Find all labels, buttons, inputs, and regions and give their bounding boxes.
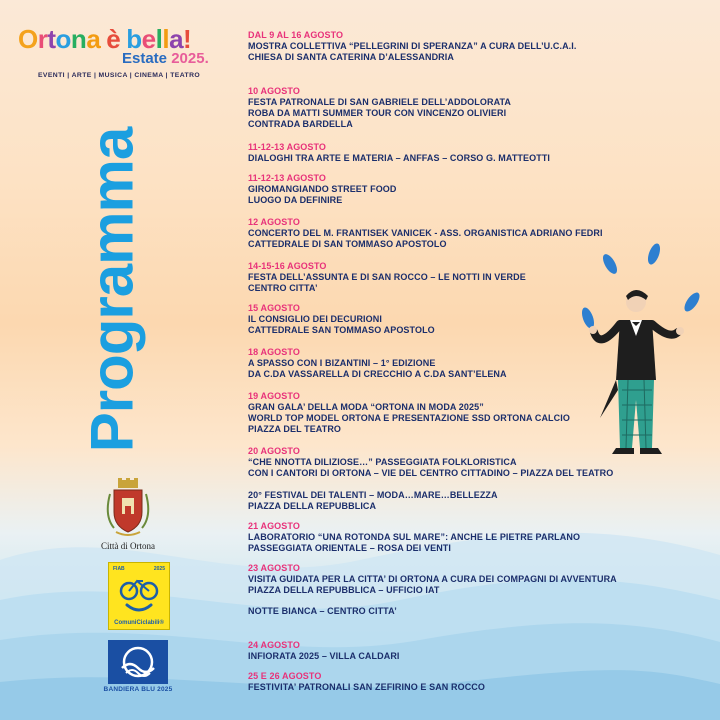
logo-letter: t [47, 24, 56, 54]
event-date: DAL 9 AL 16 AGOSTO [248, 30, 344, 40]
event-detail-line: CATTEDRALE SAN TOMMASO APOSTOLO [248, 325, 435, 335]
logo-letter: n [70, 24, 87, 54]
event-detail-line: CONTRADA BARDELLA [248, 119, 353, 129]
event-detail-line: PIAZZA DEL TEATRO [248, 424, 342, 434]
blue-flag-icon [108, 640, 168, 684]
event-detail-line: ROBA DA MATTI SUMMER TOUR CON VINCENZO OLIVIERI [248, 108, 507, 118]
event-item [248, 446, 613, 479]
event-detail-line: LUOGO DA DEFINIRE [248, 195, 343, 205]
event-detail-line: CATTEDRALE DI SAN TOMMASO APOSTOLO [248, 239, 447, 249]
programma-text: Programma [78, 127, 146, 453]
event-detail-line: CENTRO CITTA’ [248, 283, 318, 293]
event-detail-line: CON I CANTORI DI ORTONA – VIE DEL CENTRO CITTADINO – PIAZZA DEL TEATRO [248, 468, 614, 478]
blue-flag-label: BANDIERA BLU 2025 [103, 686, 173, 693]
event-item [248, 563, 617, 596]
logo-letter: l [155, 24, 163, 54]
event-detail-line: DIALOGHI TRA ARTE E MATERIA – ANFFAS – CORSO G. MATTEOTTI [248, 153, 551, 163]
event-detail-line: GRAN GALA’ DELLA MODA “ORTONA IN MODA 2025” [248, 402, 484, 412]
event-date: 21 AGOSTO [248, 521, 300, 531]
logo-letter: O [18, 24, 38, 54]
event-detail-line: PIAZZA DELLA REPUBBLICA – UFFICIO IAT [248, 585, 440, 595]
event-date: 25 E 26 AGOSTO [248, 671, 322, 681]
event-detail-line: WORLD TOP MODEL ORTONA E PRESENTAZIONE SSD ORTONA CALCIO [248, 413, 570, 423]
event-item [248, 261, 526, 294]
logo-letter: l [162, 24, 170, 54]
event-detail-line: CHIESA DI SANTA CATERINA D’ALESSANDRIA [248, 52, 454, 62]
event-item [248, 142, 550, 164]
logo-letter: ! [183, 24, 192, 54]
event-detail-line: IL CONSIGLIO DEI DECURIONI [248, 314, 382, 324]
fiab-label: ComuniCiclabili® [114, 620, 164, 626]
blue-flag-badge [108, 640, 168, 684]
event-detail-line: CONCERTO DEL M. FRANTISEK VANICEK - ASS. ORGANISTICA ADRIANO FEDRI [248, 228, 603, 238]
fiab-left-label: FIAB [113, 566, 125, 572]
logo-letter: b [126, 24, 142, 54]
logo-letter: r [37, 24, 48, 54]
logo-letter: è [106, 24, 121, 54]
event-item [248, 671, 485, 693]
event-date: 15 AGOSTO [248, 303, 300, 313]
event-date: 11-12-13 AGOSTO [248, 173, 327, 183]
event-date: 12 AGOSTO [248, 217, 300, 227]
event-item [248, 640, 400, 662]
event-detail-line: PIAZZA DELLA REPUBBLICA [248, 501, 377, 511]
event-date: 11-12-13 AGOSTO [248, 142, 327, 152]
event-item [248, 606, 397, 617]
event-detail-line: INFIORATA 2025 – VILLA CALDARI [248, 651, 400, 661]
logo-letter: a [169, 24, 184, 54]
event-detail-line: FESTA DELL’ASSUNTA E DI SAN ROCCO – LE NOTTI IN VERDE [248, 272, 526, 282]
juggling-club-icon [580, 242, 703, 330]
event-detail-line: GIROMANGIANDO STREET FOOD [248, 184, 397, 194]
event-detail-line: NOTTE BIANCA – CENTRO CITTA’ [248, 606, 397, 616]
event-item [248, 30, 576, 63]
event-item [248, 217, 603, 250]
logo-subtitle [122, 50, 209, 67]
event-item [248, 391, 570, 435]
festival-logo [18, 24, 230, 79]
event-detail-line: PASSEGGIATA ORIENTALE – ROSA DEI VENTI [248, 543, 451, 553]
city-crest-icon [100, 476, 156, 540]
logo-letter: e [141, 24, 156, 54]
logo-subtitle-text: Estate [122, 50, 168, 67]
juggler-illustration [560, 240, 720, 460]
city-label: Città di Ortona [101, 541, 155, 551]
event-date: 18 AGOSTO [248, 347, 300, 357]
event-date: 19 AGOSTO [248, 391, 300, 401]
event-detail-line: MOSTRA COLLETTIVA “PELLEGRINI DI SPERANZA” A CURA DELL’U.C.A.I. [248, 41, 577, 51]
logo-year: 2025. [171, 50, 209, 67]
event-item [248, 86, 511, 130]
logo-letter: o [55, 24, 71, 54]
fiab-badge [108, 562, 170, 630]
logo-tagline: EVENTI | ARTE | MUSICA | CINEMA | TEATRO [38, 72, 201, 79]
event-date: 24 AGOSTO [248, 640, 300, 650]
event-detail-line: VISITA GUIDATA PER LA CITTA’ DI ORTONA A CURA DEI COMPAGNI DI AVVENTURA [248, 574, 617, 584]
event-detail-line: LABORATORIO “UNA ROTONDA SUL MARE”: ANCHE LE PIETRE PARLANO [248, 532, 581, 542]
event-item [248, 347, 507, 380]
event-item [248, 173, 397, 206]
event-detail-line: FESTIVITA’ PATRONALI SAN ZEFIRINO E SAN ROCCO [248, 682, 486, 692]
fiab-year-label: 2025 [153, 566, 165, 572]
event-detail-line: DA C.DA VASSARELLA DI CRECCHIO A C.DA SANT’ELENA [248, 369, 507, 379]
event-date: 10 AGOSTO [248, 86, 300, 96]
event-item [248, 303, 435, 336]
event-date: 14-15-16 AGOSTO [248, 261, 327, 271]
event-detail-line: “CHE NNOTTA DILIZIOSE…” PASSEGGIATA FOLKLORISTICA [248, 457, 517, 467]
event-detail-line: 20° FESTIVAL DEI TALENTI – MODA…MARE…BELLEZZA [248, 490, 498, 500]
event-detail-line: FESTA PATRONALE DI SAN GABRIELE DELL’ADDOLORATA [248, 97, 512, 107]
event-date: 23 AGOSTO [248, 563, 300, 573]
event-date: 20 AGOSTO [248, 446, 300, 456]
logo-letter: a [86, 24, 101, 54]
event-item [248, 490, 498, 512]
event-item [248, 521, 580, 554]
event-detail-line: A SPASSO CON I BIZANTINI – 1° EDIZIONE [248, 358, 436, 368]
